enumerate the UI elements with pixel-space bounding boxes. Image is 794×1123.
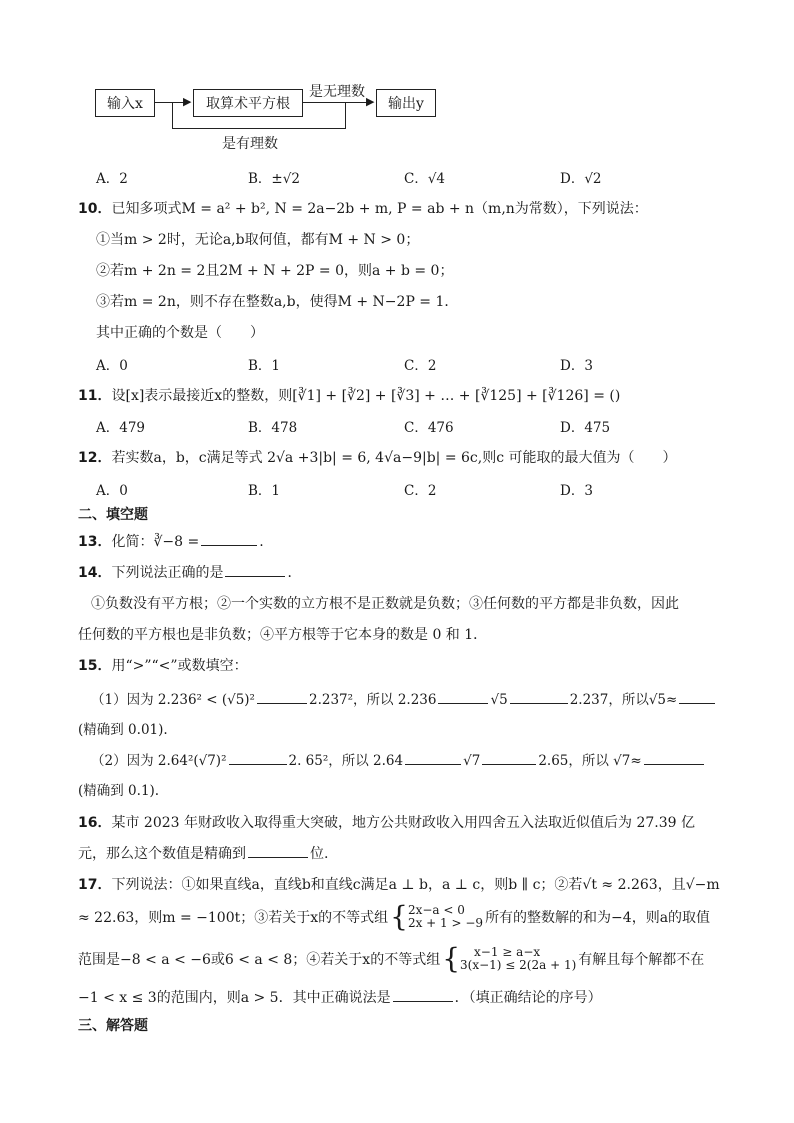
q13-tail: . — [259, 534, 264, 550]
arrow-right-icon: ▶ — [366, 95, 375, 108]
q16-line-2 — [78, 843, 328, 863]
q17-system-1-row-2: 2x + 1 > −9 — [407, 916, 484, 930]
q12-option-b: B．1 — [248, 483, 281, 499]
q16-number: 16． — [78, 815, 112, 831]
q10-statement-3: ③若m = 2n，则不存在整数a,b，使得M + N−2P = 1． — [96, 294, 459, 310]
q9-option-d: D．√2 — [560, 171, 602, 187]
q17-line-4 — [78, 987, 602, 1007]
q15-blank — [438, 702, 488, 704]
flow-rational-label: 是有理数 — [222, 136, 278, 152]
q14-tail: ． — [287, 565, 302, 581]
flow-irrational-label: 是无理数 — [309, 84, 365, 100]
q10-statement-1: ①当m > 2时，无论a,b取何值，都有M + N > 0； — [96, 232, 420, 248]
q17-system-2 — [442, 942, 577, 975]
flow-arrow-line-2 — [302, 102, 372, 103]
q10-statement-2: ②若m + 2n = 2且2M + N + 2P = 0，则a + b = 0； — [96, 263, 454, 279]
q15-blank — [257, 702, 307, 704]
q12-stem-text: 若实数a，b，c满足等式 2√a +3|b| = 6, 4√a−9|b| = 6c,则c 可能取的最大值为（ ） — [111, 450, 677, 466]
q15-blank — [510, 702, 568, 704]
q13-answer-blank — [201, 544, 257, 546]
q14-number: 14． — [78, 565, 112, 581]
q12-number: 12． — [78, 450, 112, 466]
q17-line-2a: ≈ 22.63，则m = −100t；③若关于x的不等式组 — [78, 910, 389, 926]
q17-line-4b: ．（填正确结论的序号） — [454, 990, 602, 1006]
q14-answer-blank — [225, 575, 285, 577]
q15-p1-d: 2.237，所以√5≈ — [569, 692, 678, 708]
q15-stem — [78, 655, 248, 675]
q17-system-1-row-1: 2x−a < 0 — [407, 903, 465, 917]
flow-output-label: 输出y — [388, 96, 424, 112]
q10-option-d: D．3 — [560, 358, 593, 374]
q13-stem — [78, 531, 264, 551]
q15-p1-c: √5 — [490, 692, 508, 708]
brace-icon: { — [390, 900, 408, 933]
q17-line-1 — [78, 874, 720, 894]
q12-option-d: D．3 — [560, 483, 593, 499]
q11-number: 11． — [78, 388, 112, 404]
flow-input-box — [95, 89, 155, 117]
q10-option-b: B．1 — [248, 358, 281, 374]
q15-blank — [644, 763, 704, 765]
q16-line-1-text: 某市 2023 年财政收入取得重大突破，地方公共财政收入用四舍五入法取近似值后为 27.39 亿 — [111, 815, 695, 831]
q15-p2-a: （2）因为 2.64²(√7)² — [91, 753, 227, 769]
q10-number: 10． — [78, 201, 112, 217]
q15-p2-d: 2.65，所以 √7≈ — [538, 753, 642, 769]
q15-blank — [405, 763, 461, 765]
q11-stem — [78, 385, 620, 405]
q17-line-2b: 所有的整数解的和为−4，则a的取值 — [485, 910, 711, 926]
q12-option-a: A．0 — [96, 483, 128, 499]
arrow-right-icon: ▶ — [183, 95, 192, 108]
q15-number: 15． — [78, 658, 112, 674]
q16-answer-blank — [248, 856, 308, 858]
section-heading-answer: 三、解答题 — [78, 1018, 148, 1034]
q15-p1-precision: (精确到 0.01). — [78, 722, 168, 738]
q15-p2-b: 2. 65²，所以 2.64 — [288, 753, 404, 769]
q10-option-a: A．0 — [96, 358, 128, 374]
q17-system-2-row-1: x−1 ≥ a−x — [474, 945, 541, 959]
q15-p2-precision: (精确到 0.1). — [78, 783, 160, 799]
q11-option-b: B．478 — [248, 420, 298, 436]
q17-line-3 — [78, 942, 705, 975]
q13-stem-text: 化简：∛−8 = — [111, 534, 200, 550]
brace-icon: { — [442, 942, 461, 975]
q15-blank — [482, 763, 536, 765]
flow-input-label: 输入x — [107, 96, 143, 112]
q17-answer-blank — [393, 1000, 453, 1002]
q15-stem-text: 用“>”“<”或数填空： — [111, 658, 248, 674]
q11-option-c: C．476 — [404, 420, 454, 436]
flow-sqrt-label: 取算术平方根 — [206, 96, 290, 112]
q17-line-3b: 有解且每个解都不在 — [578, 952, 705, 968]
q15-blank — [229, 763, 287, 765]
section-heading-fill-in: 二、填空题 — [78, 507, 148, 523]
q11-option-d: D．475 — [560, 420, 611, 436]
flow-output-box — [376, 89, 436, 117]
q9-option-c: C．√4 — [404, 171, 446, 187]
flow-sqrt-box — [193, 89, 303, 117]
q16-line-2b: 位. — [310, 846, 329, 862]
q14-stem — [78, 562, 301, 582]
q17-system-1 — [390, 900, 484, 933]
q11-option-a: A．479 — [96, 420, 146, 436]
flow-loop-line — [172, 102, 173, 129]
q10-stem-text: 已知多项式M = a² + b², N = 2a−2b + m, P = ab + n（m,n为常数），下列说法： — [111, 201, 648, 217]
q17-number: 17． — [78, 877, 112, 893]
q17-system-2-row-2: 3(x−1) ≤ 2(2a + 1) — [460, 958, 577, 972]
q15-p1-a: （1）因为 2.236² < (√5)² — [91, 692, 255, 708]
q10-option-c: C．2 — [404, 358, 437, 374]
q14-stem-text: 下列说法正确的是 — [111, 565, 224, 581]
q12-stem — [78, 447, 677, 467]
q10-stem — [78, 198, 648, 218]
flow-loop-line — [345, 102, 346, 128]
q14-line-2: 任何数的平方根也是非负数；④平方根等于它本身的数是 0 和 1． — [78, 627, 488, 643]
q16-line-1 — [78, 812, 695, 832]
q9-option-a: A．2 — [96, 171, 128, 187]
q12-option-c: C．2 — [404, 483, 437, 499]
q15-p2-c: √7 — [463, 753, 481, 769]
q10-ask: 其中正确的个数是（ ） — [96, 325, 264, 341]
q13-number: 13． — [78, 534, 112, 550]
q15-part-1 — [91, 688, 717, 708]
q17-line-1-text: 下列说法：①如果直线a，直线b和直线c满足a ⊥ b，a ⊥ c，则b ∥ c；②若√t ≈ 2.263，且√−m — [111, 877, 720, 893]
q17-line-3a: 范围是−8 < a < −6或6 < a < 8；④若关于x的不等式组 — [78, 952, 441, 968]
q14-line-1: ①负数没有平方根；②一个实数的立方根不是正数就是负数；③任何数的平方都是非负数，因此 — [91, 596, 679, 612]
q15-p1-b: 2.237²，所以 2.236 — [308, 692, 437, 708]
q17-line-2 — [78, 900, 711, 933]
q17-line-4a: −1 < x ≤ 3的范围内，则a > 5．其中正确说法是 — [78, 990, 391, 1006]
flow-loop-line — [172, 128, 346, 129]
q11-stem-text: 设[x]表示最接近x的整数，则[∛1] + [∛2] + [∛3] + … + [∛125] + [∛126] = () — [111, 388, 621, 404]
q16-line-2a: 元，那么这个数值是精确到 — [78, 846, 246, 862]
q15-blank — [679, 702, 715, 704]
q15-part-2 — [91, 749, 706, 769]
q9-option-b: B．±√2 — [248, 171, 300, 187]
